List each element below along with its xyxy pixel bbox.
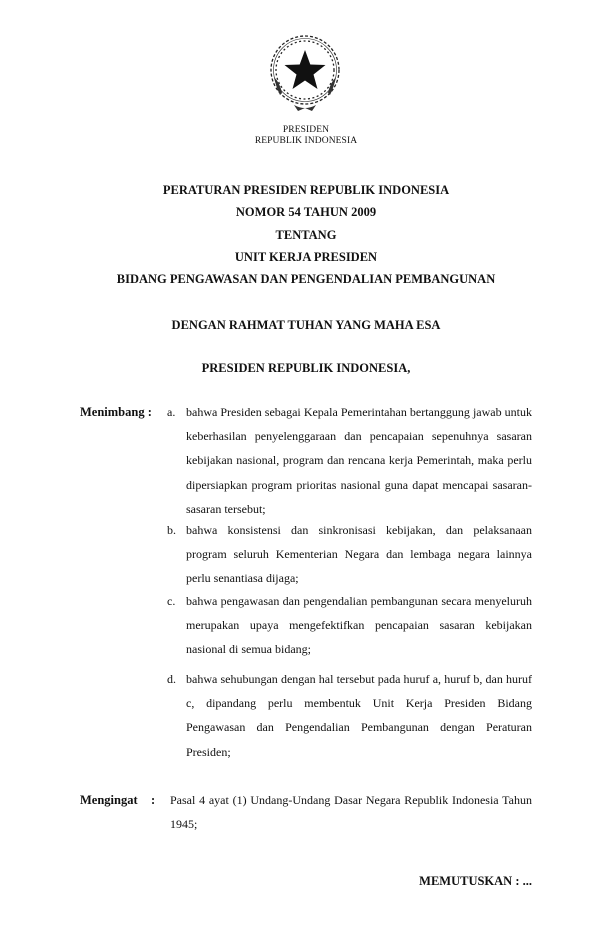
menimbang-item-a-marker: a.: [167, 405, 176, 419]
menimbang-label: Menimbang :: [80, 405, 152, 419]
title-regulation: PERATURAN PRESIDEN REPUBLIK INDONESIA: [162, 183, 450, 197]
menimbang-item-c-marker: c.: [167, 594, 176, 608]
mengingat-label: Mengingat: [80, 793, 138, 807]
menimbang-item-b: bahwa konsistensi dan sinkronisasi kebijakan, dan pelaksanaan program seluruh Kementerian Negara dan lembaga negara lainnya perlu senantiasa dijaga;: [186, 523, 532, 586]
continuation-marker: MEMUTUSKAN : ...: [419, 874, 532, 888]
menimbang-item-b-marker: b.: [167, 523, 176, 537]
title-subject: UNIT KERJA PRESIDEN: [234, 250, 378, 264]
letterhead-line-2: REPUBLIK INDONESIA: [254, 136, 358, 146]
invocation: DENGAN RAHMAT TUHAN YANG MAHA ESA: [171, 318, 441, 332]
menimbang-item-c: bahwa pengawasan dan pengendalian pembangunan secara menyeluruh merupakan upaya mengefektifkan pencapaian sasaran kebijakan nasional di semua bidang;: [186, 594, 532, 657]
menimbang-item-a: bahwa Presiden sebagai Kepala Pemerintahan bertanggung jawab untuk keberhasilan penyelenggaraan dan pencapaian sepenuhnya sasaran kebijakan nasional, program dan rencana kerja Pemerintah, maka perlu dipersiapkan program prioritas nasional guna dapat mencapai sasaran-sasaran tersebut;: [186, 405, 532, 516]
letterhead-line-1: PRESIDEN: [282, 125, 330, 135]
title-number: NOMOR 54 TAHUN 2009: [235, 205, 377, 219]
mengingat-colon: :: [151, 793, 156, 807]
mengingat-text: Pasal 4 ayat (1) Undang-Undang Dasar Negara Republik Indonesia Tahun 1945;: [170, 793, 532, 832]
title-subject-field: BIDANG PENGAWASAN DAN PENGENDALIAN PEMBANGUNAN: [116, 272, 496, 286]
menimbang-item-d: bahwa sehubungan dengan hal tersebut pada huruf a, huruf b, dan huruf c, dipandang perlu membentuk Unit Kerja Presiden Bidang Pengawasan dan Pengendalian Pembangunan dengan Peraturan Presiden;: [186, 672, 532, 759]
menimbang-item-d-marker: d.: [167, 672, 176, 686]
authority: PRESIDEN REPUBLIK INDONESIA,: [201, 361, 411, 375]
title-tentang: TENTANG: [275, 228, 337, 242]
garuda-star-wreath-emblem-icon: [266, 33, 344, 113]
